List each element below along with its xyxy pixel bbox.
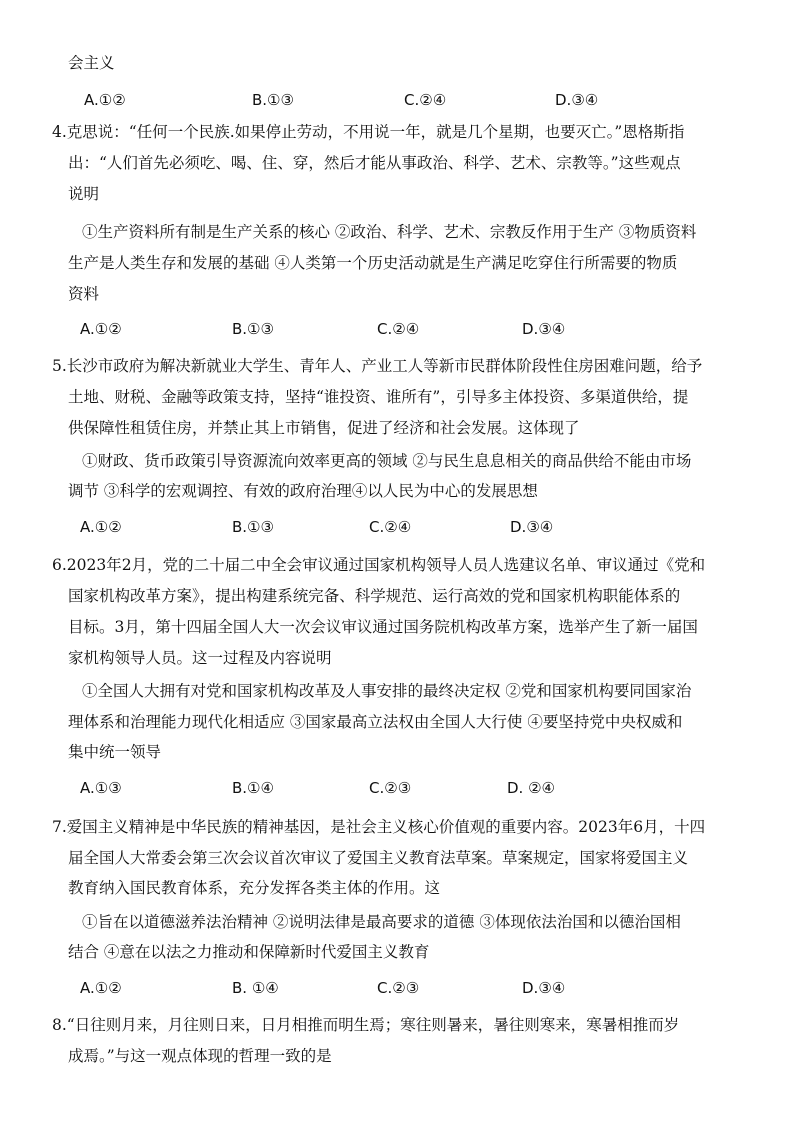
question-4-option-b: B.①③ [232, 320, 274, 338]
question-3-option-b: B.①③ [252, 91, 294, 109]
question-4-statements: 资料 [68, 285, 100, 303]
question-3-option-c: C.②④ [404, 91, 447, 109]
question-5-statements: ①财政、货币政策引导资源流向效率更高的领域 ②与民生息息相关的商品供给不能由市场 [82, 452, 692, 470]
question-3-option-a: A.①② [84, 91, 126, 109]
question-7-stem: 教育纳入国民教育体系，充分发挥各类主体的作用。这 [68, 879, 441, 897]
question-5-stem: 供保障性租赁住房，并禁止其上市销售，促进了经济和社会发展。这体现了 [68, 419, 580, 437]
question-3-option-d: D.③④ [555, 91, 599, 109]
question-6-stem: 6.2023年2月，党的二十届二中全会审议通过国家机构领导人员人选建议名单、审议通过《党和 [52, 556, 706, 574]
question-5-stem: 5.长沙市政府为解决新就业大学生、青年人、产业工人等新市民群体阶段性住房困难问题，给予 [52, 357, 703, 375]
question-7-option-b: B. ①④ [232, 979, 279, 997]
question-6-statements: 理体系和治理能力现代化相适应 ③国家最高立法权由全国人大行使 ④要坚持党中央权威和 [68, 713, 683, 731]
question-4-statements: 生产是人类生存和发展的基础 ④人类第一个历史活动就是生产满足吃穿住行所需要的物质 [68, 254, 678, 272]
question-3-stem-tail: 会主义 [68, 54, 115, 72]
question-4-option-a: A.①② [80, 320, 122, 338]
question-4-option-d: D.③④ [522, 320, 566, 338]
question-4-stem: 出：“人们首先必须吃、喝、住、穿，然后才能从事政治、科学、艺术、宗教等。”这些观点 [68, 154, 681, 172]
question-4-stem: 4.克思说：“任何一个民族.如果停止劳动，不用说一年，就是几个星期，也要灭亡。”恩格斯指 [52, 123, 685, 141]
question-8-stem: 成焉。”与这一观点体现的哲理一致的是 [68, 1047, 332, 1065]
question-4-stem: 说明 [68, 185, 100, 203]
question-6-option-b: B.①④ [232, 779, 274, 797]
question-7-statements: ①旨在以道德滋养法治精神 ②说明法律是最高要求的道德 ③体现依法治国和以德治国相 [82, 913, 681, 931]
question-7-option-c: C.②③ [377, 979, 420, 997]
question-6-option-a: A.①③ [80, 779, 122, 797]
question-6-option-d: D. ②④ [507, 779, 555, 797]
question-6-stem: 家机构领导人员。这一过程及内容说明 [68, 649, 332, 667]
question-5-stem: 土地、财税、金融等政策支持，坚持“谁投资、谁所有”，引导多主体投资、多渠道供给，提 [68, 388, 689, 406]
question-6-statements: ①全国人大拥有对党和国家机构改革及人事安排的最终决定权 ②党和国家机构要同国家治 [82, 682, 692, 700]
question-5-option-c: C.②④ [369, 518, 412, 536]
question-7-statements: 结合 ④意在以法之力推动和保障新时代爱国主义教育 [68, 943, 430, 961]
question-4-option-c: C.②④ [377, 320, 420, 338]
question-5-statements: 调节 ③科学的宏观调控、有效的政府治理④以人民为中心的发展思想 [68, 482, 538, 500]
question-6-statements: 集中统一领导 [68, 743, 162, 761]
question-7-stem: 7.爱国主义精神是中华民族的精神基因，是社会主义核心价值观的重要内容。2023年6月，十四 [52, 818, 706, 836]
question-5-option-d: D.③④ [510, 518, 554, 536]
question-7-option-a: A.①② [80, 979, 122, 997]
question-8-stem: 8.“日往则月来，月往则日来，日月相推而明生焉；寒往则暑来，暑往则寒来，寒暑相推而岁 [52, 1016, 680, 1034]
question-6-stem: 国家机构改革方案》，提出构建系统完备、科学规范、运行高效的党和国家机构职能体系的 [68, 587, 681, 605]
question-7-option-d: D.③④ [522, 979, 566, 997]
question-5-option-b: B.①③ [232, 518, 274, 536]
question-6-stem: 目标。3月，第十四届全国人大一次会议审议通过国务院机构改革方案，选举产生了新一届国 [68, 618, 698, 636]
question-4-statements: ①生产资料所有制是生产关系的核心 ②政治、科学、艺术、宗教反作用于生产 ③物质资料 [82, 223, 697, 241]
question-5-option-a: A.①② [80, 518, 122, 536]
question-7-stem: 届全国人大常委会第三次会议首次审议了爱国主义教育法草案。草案规定，国家将爱国主义 [68, 849, 689, 867]
question-6-option-c: C.②③ [369, 779, 412, 797]
